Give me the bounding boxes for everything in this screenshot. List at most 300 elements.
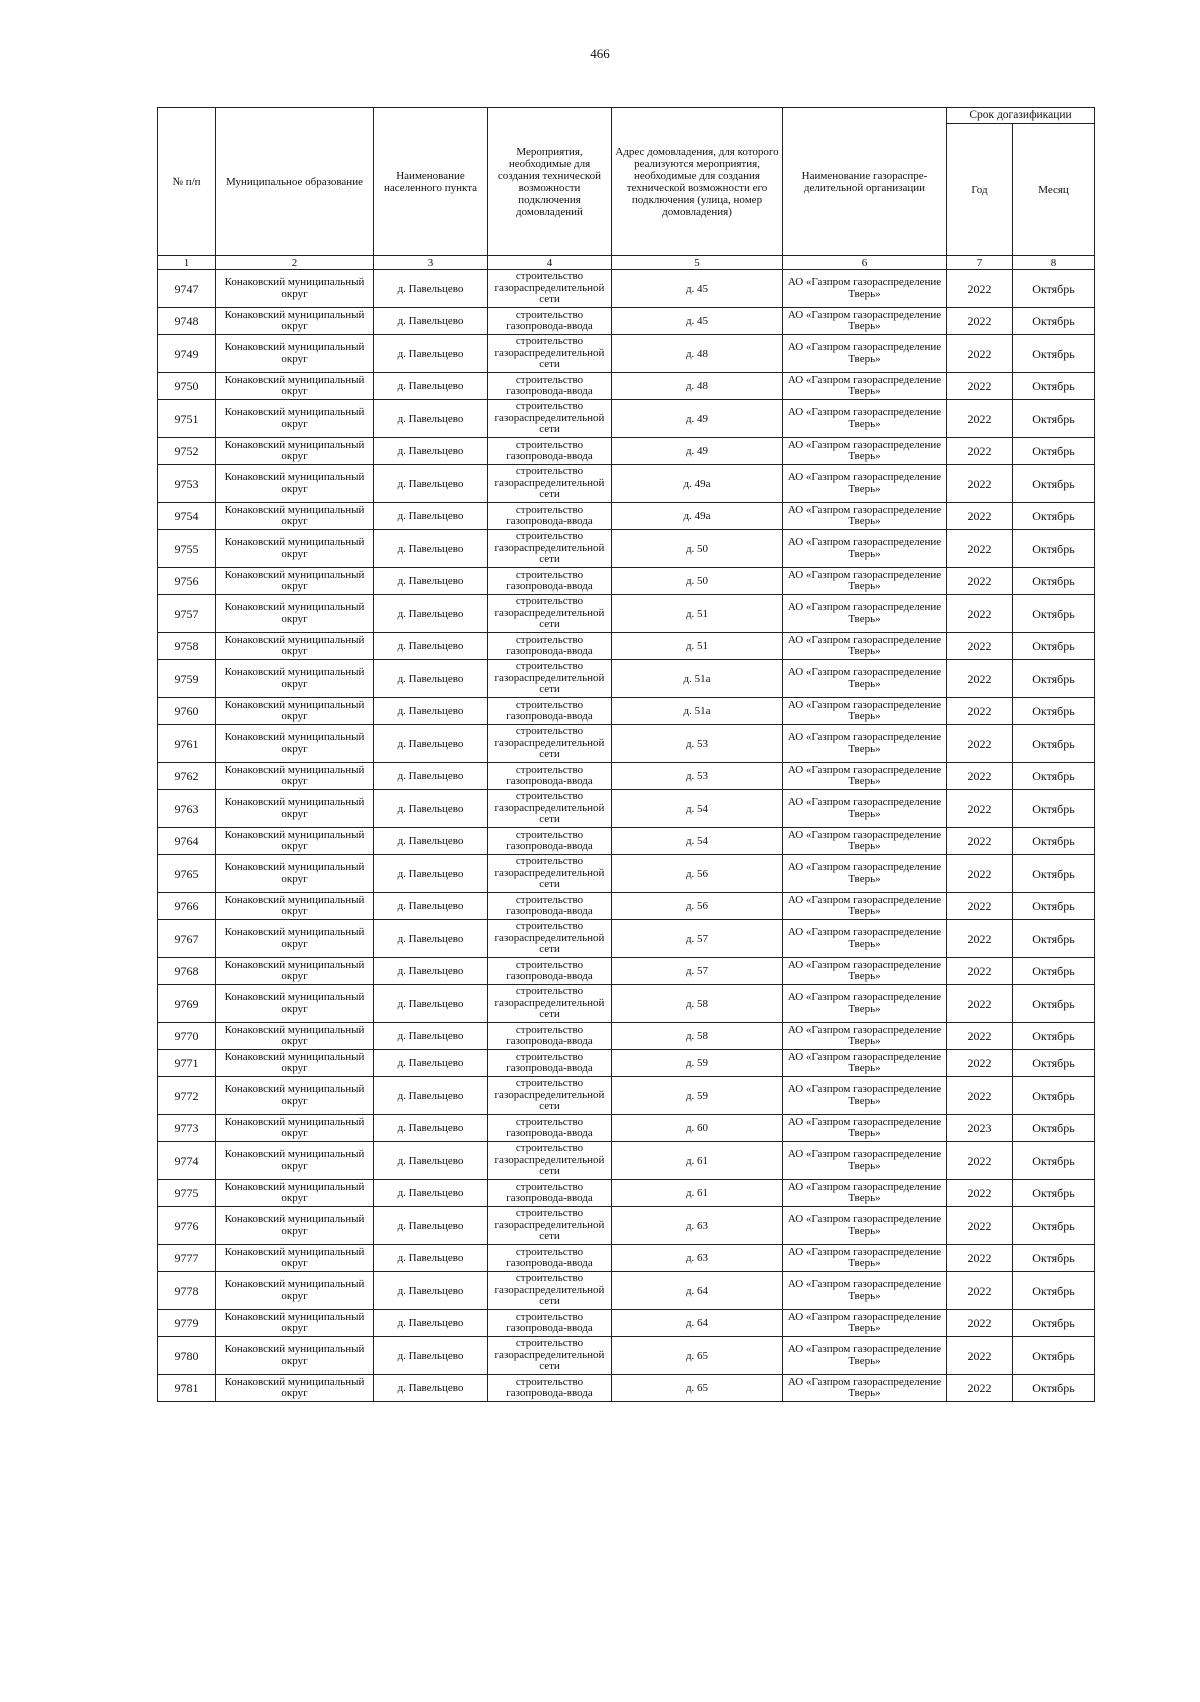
- row-municipality: Конаковский муниципальный округ: [216, 698, 374, 725]
- row-month: Октябрь: [1013, 335, 1095, 373]
- row-municipality: Конаковский муниципальный округ: [216, 270, 374, 308]
- row-settlement: д. Павельцево: [374, 633, 488, 660]
- header-activity: Мероприятия, необходимые для создания технической возможности подключения домовладений: [488, 108, 612, 256]
- row-settlement: д. Павельцево: [374, 595, 488, 633]
- row-organization: АО «Газпром газораспределение Тверь»: [783, 308, 947, 335]
- row-year: 2022: [947, 1207, 1013, 1245]
- table-header: [158, 108, 1095, 270]
- header-deadline-group: Срок догазификации: [947, 108, 1095, 124]
- row-settlement: д. Павельцево: [374, 1115, 488, 1142]
- row-month: Октябрь: [1013, 1207, 1095, 1245]
- row-settlement: д. Павельцево: [374, 1245, 488, 1272]
- header-index-8: 8: [1013, 256, 1095, 270]
- row-activity: строительство газораспределительной сети: [488, 1272, 612, 1310]
- row-activity: строительство газораспределительной сети: [488, 530, 612, 568]
- row-address: д. 49а: [612, 465, 783, 503]
- row-month: Октябрь: [1013, 763, 1095, 790]
- row-municipality: Конаковский муниципальный округ: [216, 855, 374, 893]
- gasification-table: [157, 107, 1095, 1402]
- row-municipality: Конаковский муниципальный округ: [216, 660, 374, 698]
- row-activity: строительство газопровода-ввода: [488, 1310, 612, 1337]
- row-number: 9762: [158, 763, 216, 790]
- row-address: д. 51а: [612, 660, 783, 698]
- row-number: 9761: [158, 725, 216, 763]
- row-year: 2022: [947, 503, 1013, 530]
- row-settlement: д. Павельцево: [374, 308, 488, 335]
- row-activity: строительство газопровода-ввода: [488, 1245, 612, 1272]
- row-address: д. 60: [612, 1115, 783, 1142]
- row-settlement: д. Павельцево: [374, 465, 488, 503]
- row-address: д. 64: [612, 1272, 783, 1310]
- row-activity: строительство газораспределительной сети: [488, 335, 612, 373]
- row-settlement: д. Павельцево: [374, 790, 488, 828]
- row-organization: АО «Газпром газораспределение Тверь»: [783, 1023, 947, 1050]
- row-year: 2022: [947, 985, 1013, 1023]
- row-municipality: Конаковский муниципальный округ: [216, 530, 374, 568]
- row-settlement: д. Павельцево: [374, 438, 488, 465]
- row-number: 9759: [158, 660, 216, 698]
- row-organization: АО «Газпром газораспределение Тверь»: [783, 828, 947, 855]
- row-month: Октябрь: [1013, 1310, 1095, 1337]
- row-month: Октябрь: [1013, 855, 1095, 893]
- row-year: 2022: [947, 698, 1013, 725]
- row-settlement: д. Павельцево: [374, 530, 488, 568]
- row-activity: строительство газопровода-ввода: [488, 893, 612, 920]
- header-year: Год: [947, 124, 1013, 256]
- row-organization: АО «Газпром газораспределение Тверь»: [783, 373, 947, 400]
- row-month: Октябрь: [1013, 1142, 1095, 1180]
- row-settlement: д. Павельцево: [374, 1142, 488, 1180]
- row-year: 2022: [947, 633, 1013, 660]
- table-body: [158, 270, 1095, 1402]
- row-address: д. 48: [612, 373, 783, 400]
- row-number: 9758: [158, 633, 216, 660]
- row-year: 2022: [947, 725, 1013, 763]
- row-organization: АО «Газпром газораспределение Тверь»: [783, 725, 947, 763]
- table-row: [158, 335, 1095, 373]
- row-address: д. 58: [612, 1023, 783, 1050]
- header-settlement: Наименование населенного пункта: [374, 108, 488, 256]
- row-municipality: Конаковский муниципальный округ: [216, 503, 374, 530]
- row-number: 9775: [158, 1180, 216, 1207]
- row-organization: АО «Газпром газораспределение Тверь»: [783, 400, 947, 438]
- table-row: [158, 1050, 1095, 1077]
- row-number: 9763: [158, 790, 216, 828]
- row-municipality: Конаковский муниципальный округ: [216, 400, 374, 438]
- row-year: 2022: [947, 1310, 1013, 1337]
- row-year: 2022: [947, 1023, 1013, 1050]
- row-settlement: д. Павельцево: [374, 763, 488, 790]
- header-address: Адрес домовладения, для которого реализуются мероприятия, необходимые для создания технической возможности его подключения (улица, номер домовладения): [612, 108, 783, 256]
- row-organization: АО «Газпром газораспределение Тверь»: [783, 985, 947, 1023]
- row-month: Октябрь: [1013, 725, 1095, 763]
- row-activity: строительство газопровода-ввода: [488, 1115, 612, 1142]
- row-organization: АО «Газпром газораспределение Тверь»: [783, 1142, 947, 1180]
- row-year: 2022: [947, 958, 1013, 985]
- row-settlement: д. Павельцево: [374, 893, 488, 920]
- row-settlement: д. Павельцево: [374, 855, 488, 893]
- row-month: Октябрь: [1013, 270, 1095, 308]
- row-settlement: д. Павельцево: [374, 985, 488, 1023]
- row-activity: строительство газораспределительной сети: [488, 400, 612, 438]
- row-year: 2022: [947, 465, 1013, 503]
- row-month: Октябрь: [1013, 1245, 1095, 1272]
- row-number: 9752: [158, 438, 216, 465]
- row-number: 9753: [158, 465, 216, 503]
- row-organization: АО «Газпром газораспределение Тверь»: [783, 1245, 947, 1272]
- table-row: [158, 893, 1095, 920]
- row-address: д. 61: [612, 1142, 783, 1180]
- row-year: 2022: [947, 1337, 1013, 1375]
- row-activity: строительство газораспределительной сети: [488, 1337, 612, 1375]
- row-settlement: д. Павельцево: [374, 270, 488, 308]
- row-address: д. 54: [612, 790, 783, 828]
- row-organization: АО «Газпром газораспределение Тверь»: [783, 1077, 947, 1115]
- row-number: 9780: [158, 1337, 216, 1375]
- row-activity: строительство газопровода-ввода: [488, 698, 612, 725]
- row-year: 2022: [947, 595, 1013, 633]
- row-municipality: Конаковский муниципальный округ: [216, 763, 374, 790]
- row-settlement: д. Павельцево: [374, 1272, 488, 1310]
- row-number: 9781: [158, 1375, 216, 1402]
- row-municipality: Конаковский муниципальный округ: [216, 633, 374, 660]
- table-row: [158, 1142, 1095, 1180]
- row-year: 2022: [947, 400, 1013, 438]
- row-municipality: Конаковский муниципальный округ: [216, 828, 374, 855]
- table-row: [158, 465, 1095, 503]
- row-settlement: д. Павельцево: [374, 335, 488, 373]
- row-activity: строительство газопровода-ввода: [488, 503, 612, 530]
- row-year: 2022: [947, 920, 1013, 958]
- table-row: [158, 855, 1095, 893]
- row-month: Октябрь: [1013, 373, 1095, 400]
- row-year: 2022: [947, 763, 1013, 790]
- row-number: 9754: [158, 503, 216, 530]
- row-settlement: д. Павельцево: [374, 1310, 488, 1337]
- header-month: Месяц: [1013, 124, 1095, 256]
- row-settlement: д. Павельцево: [374, 1207, 488, 1245]
- row-address: д. 56: [612, 855, 783, 893]
- row-year: 2022: [947, 335, 1013, 373]
- row-year: 2022: [947, 438, 1013, 465]
- table-row: [158, 270, 1095, 308]
- row-organization: АО «Газпром газораспределение Тверь»: [783, 893, 947, 920]
- row-address: д. 50: [612, 530, 783, 568]
- row-address: д. 64: [612, 1310, 783, 1337]
- row-address: д. 45: [612, 308, 783, 335]
- row-settlement: д. Павельцево: [374, 1050, 488, 1077]
- row-activity: строительство газораспределительной сети: [488, 985, 612, 1023]
- table-row: [158, 400, 1095, 438]
- header-num: № п/п: [158, 108, 216, 256]
- row-municipality: Конаковский муниципальный округ: [216, 1245, 374, 1272]
- row-activity: строительство газопровода-ввода: [488, 373, 612, 400]
- row-activity: строительство газопровода-ввода: [488, 308, 612, 335]
- row-settlement: д. Павельцево: [374, 1023, 488, 1050]
- row-address: д. 57: [612, 920, 783, 958]
- row-year: 2022: [947, 270, 1013, 308]
- table-row: [158, 1023, 1095, 1050]
- row-number: 9779: [158, 1310, 216, 1337]
- row-address: д. 54: [612, 828, 783, 855]
- row-activity: строительство газораспределительной сети: [488, 1142, 612, 1180]
- row-municipality: Конаковский муниципальный округ: [216, 1310, 374, 1337]
- row-settlement: д. Павельцево: [374, 503, 488, 530]
- row-number: 9770: [158, 1023, 216, 1050]
- row-year: 2022: [947, 568, 1013, 595]
- row-number: 9771: [158, 1050, 216, 1077]
- header-org: Наименование газораспре-делительной организации: [783, 108, 947, 256]
- row-year: 2022: [947, 1050, 1013, 1077]
- row-number: 9764: [158, 828, 216, 855]
- row-organization: АО «Газпром газораспределение Тверь»: [783, 568, 947, 595]
- row-number: 9778: [158, 1272, 216, 1310]
- row-activity: строительство газораспределительной сети: [488, 270, 612, 308]
- row-month: Октябрь: [1013, 958, 1095, 985]
- row-address: д. 49: [612, 400, 783, 438]
- row-month: Октябрь: [1013, 438, 1095, 465]
- row-activity: строительство газопровода-ввода: [488, 633, 612, 660]
- table-row: [158, 1115, 1095, 1142]
- table-row: [158, 1375, 1095, 1402]
- row-municipality: Конаковский муниципальный округ: [216, 1077, 374, 1115]
- table-row: [158, 763, 1095, 790]
- row-number: 9767: [158, 920, 216, 958]
- row-activity: строительство газораспределительной сети: [488, 1077, 612, 1115]
- row-number: 9757: [158, 595, 216, 633]
- row-address: д. 65: [612, 1337, 783, 1375]
- row-month: Октябрь: [1013, 893, 1095, 920]
- row-municipality: Конаковский муниципальный округ: [216, 335, 374, 373]
- row-month: Октябрь: [1013, 633, 1095, 660]
- row-address: д. 51: [612, 633, 783, 660]
- row-address: д. 59: [612, 1050, 783, 1077]
- table-row: [158, 1180, 1095, 1207]
- row-activity: строительство газопровода-ввода: [488, 1180, 612, 1207]
- row-municipality: Конаковский муниципальный округ: [216, 1337, 374, 1375]
- row-activity: строительство газопровода-ввода: [488, 828, 612, 855]
- table-row: [158, 1207, 1095, 1245]
- row-month: Октябрь: [1013, 1077, 1095, 1115]
- row-month: Октябрь: [1013, 530, 1095, 568]
- row-organization: АО «Газпром газораспределение Тверь»: [783, 1115, 947, 1142]
- row-municipality: Конаковский муниципальный округ: [216, 1050, 374, 1077]
- row-organization: АО «Газпром газораспределение Тверь»: [783, 660, 947, 698]
- row-address: д. 53: [612, 763, 783, 790]
- row-activity: строительство газораспределительной сети: [488, 790, 612, 828]
- row-organization: АО «Газпром газораспределение Тверь»: [783, 855, 947, 893]
- row-address: д. 56: [612, 893, 783, 920]
- row-number: 9755: [158, 530, 216, 568]
- row-activity: строительство газораспределительной сети: [488, 855, 612, 893]
- row-activity: строительство газопровода-ввода: [488, 1050, 612, 1077]
- row-address: д. 45: [612, 270, 783, 308]
- row-month: Октябрь: [1013, 1337, 1095, 1375]
- row-municipality: Конаковский муниципальный округ: [216, 985, 374, 1023]
- row-year: 2022: [947, 1077, 1013, 1115]
- row-number: 9765: [158, 855, 216, 893]
- row-activity: строительство газораспределительной сети: [488, 725, 612, 763]
- row-number: 9769: [158, 985, 216, 1023]
- row-address: д. 65: [612, 1375, 783, 1402]
- row-number: 9748: [158, 308, 216, 335]
- row-municipality: Конаковский муниципальный округ: [216, 1115, 374, 1142]
- row-year: 2022: [947, 893, 1013, 920]
- row-address: д. 49а: [612, 503, 783, 530]
- row-organization: АО «Газпром газораспределение Тверь»: [783, 1050, 947, 1077]
- row-month: Октябрь: [1013, 1050, 1095, 1077]
- row-settlement: д. Павельцево: [374, 1077, 488, 1115]
- row-address: д. 51: [612, 595, 783, 633]
- row-address: д. 58: [612, 985, 783, 1023]
- row-municipality: Конаковский муниципальный округ: [216, 595, 374, 633]
- row-municipality: Конаковский муниципальный округ: [216, 438, 374, 465]
- row-settlement: д. Павельцево: [374, 568, 488, 595]
- row-settlement: д. Павельцево: [374, 920, 488, 958]
- row-municipality: Конаковский муниципальный округ: [216, 568, 374, 595]
- row-address: д. 53: [612, 725, 783, 763]
- row-organization: АО «Газпром газораспределение Тверь»: [783, 270, 947, 308]
- row-address: д. 50: [612, 568, 783, 595]
- row-month: Октябрь: [1013, 1115, 1095, 1142]
- row-activity: строительство газораспределительной сети: [488, 660, 612, 698]
- row-organization: АО «Газпром газораспределение Тверь»: [783, 1375, 947, 1402]
- header-index-1: 1: [158, 256, 216, 270]
- row-activity: строительство газопровода-ввода: [488, 568, 612, 595]
- table-row: [158, 985, 1095, 1023]
- row-activity: строительство газопровода-ввода: [488, 438, 612, 465]
- row-month: Октябрь: [1013, 595, 1095, 633]
- header-municipality: Муниципальное образование: [216, 108, 374, 256]
- row-month: Октябрь: [1013, 828, 1095, 855]
- row-settlement: д. Павельцево: [374, 958, 488, 985]
- table-row: [158, 1337, 1095, 1375]
- row-address: д. 63: [612, 1245, 783, 1272]
- row-year: 2022: [947, 1142, 1013, 1180]
- row-activity: строительство газопровода-ввода: [488, 1023, 612, 1050]
- row-month: Октябрь: [1013, 1180, 1095, 1207]
- row-municipality: Конаковский муниципальный округ: [216, 958, 374, 985]
- row-settlement: д. Павельцево: [374, 373, 488, 400]
- row-municipality: Конаковский муниципальный округ: [216, 1180, 374, 1207]
- row-number: 9766: [158, 893, 216, 920]
- row-organization: АО «Газпром газораспределение Тверь»: [783, 633, 947, 660]
- row-month: Октябрь: [1013, 1272, 1095, 1310]
- table-row: [158, 438, 1095, 465]
- row-organization: АО «Газпром газораспределение Тверь»: [783, 335, 947, 373]
- row-year: 2022: [947, 1272, 1013, 1310]
- page-number: 466: [590, 46, 610, 61]
- header-index-2: 2: [216, 256, 374, 270]
- row-year: 2022: [947, 828, 1013, 855]
- row-address: д. 48: [612, 335, 783, 373]
- row-month: Октябрь: [1013, 920, 1095, 958]
- row-month: Октябрь: [1013, 790, 1095, 828]
- table-row: [158, 530, 1095, 568]
- table-row: [158, 828, 1095, 855]
- table-row: [158, 1310, 1095, 1337]
- row-number: 9756: [158, 568, 216, 595]
- row-organization: АО «Газпром газораспределение Тверь»: [783, 790, 947, 828]
- table-row: [158, 958, 1095, 985]
- row-month: Октябрь: [1013, 1023, 1095, 1050]
- row-address: д. 57: [612, 958, 783, 985]
- row-municipality: Конаковский муниципальный округ: [216, 725, 374, 763]
- row-organization: АО «Газпром газораспределение Тверь»: [783, 763, 947, 790]
- row-activity: строительство газораспределительной сети: [488, 1207, 612, 1245]
- row-year: 2022: [947, 373, 1013, 400]
- row-municipality: Конаковский муниципальный округ: [216, 920, 374, 958]
- row-municipality: Конаковский муниципальный округ: [216, 1142, 374, 1180]
- row-month: Октябрь: [1013, 985, 1095, 1023]
- header-index-7: 7: [947, 256, 1013, 270]
- row-organization: АО «Газпром газораспределение Тверь»: [783, 1337, 947, 1375]
- row-activity: строительство газораспределительной сети: [488, 920, 612, 958]
- table-row: [158, 373, 1095, 400]
- table-row: [158, 633, 1095, 660]
- row-month: Октябрь: [1013, 465, 1095, 503]
- table-row: [158, 790, 1095, 828]
- row-month: Октябрь: [1013, 698, 1095, 725]
- row-month: Октябрь: [1013, 400, 1095, 438]
- row-address: д. 51а: [612, 698, 783, 725]
- table-row: [158, 698, 1095, 725]
- header-index-6: 6: [783, 256, 947, 270]
- header-index-5: 5: [612, 256, 783, 270]
- row-year: 2022: [947, 855, 1013, 893]
- row-month: Октябрь: [1013, 503, 1095, 530]
- row-municipality: Конаковский муниципальный округ: [216, 308, 374, 335]
- header-index-3: 3: [374, 256, 488, 270]
- row-settlement: д. Павельцево: [374, 698, 488, 725]
- row-municipality: Конаковский муниципальный округ: [216, 1272, 374, 1310]
- row-number: 9751: [158, 400, 216, 438]
- row-year: 2022: [947, 1375, 1013, 1402]
- row-number: 9747: [158, 270, 216, 308]
- table-row: [158, 1245, 1095, 1272]
- row-number: 9768: [158, 958, 216, 985]
- row-organization: АО «Газпром газораспределение Тверь»: [783, 438, 947, 465]
- table-row: [158, 725, 1095, 763]
- row-organization: АО «Газпром газораспределение Тверь»: [783, 920, 947, 958]
- row-number: 9760: [158, 698, 216, 725]
- table-row: [158, 503, 1095, 530]
- table-row: [158, 1077, 1095, 1115]
- row-organization: АО «Газпром газораспределение Тверь»: [783, 465, 947, 503]
- row-settlement: д. Павельцево: [374, 1180, 488, 1207]
- row-municipality: Конаковский муниципальный округ: [216, 373, 374, 400]
- row-number: 9776: [158, 1207, 216, 1245]
- row-activity: строительство газопровода-ввода: [488, 958, 612, 985]
- row-activity: строительство газопровода-ввода: [488, 763, 612, 790]
- row-settlement: д. Павельцево: [374, 1375, 488, 1402]
- row-organization: АО «Газпром газораспределение Тверь»: [783, 530, 947, 568]
- table-row: [158, 1272, 1095, 1310]
- table-row: [158, 920, 1095, 958]
- row-month: Октябрь: [1013, 308, 1095, 335]
- row-month: Октябрь: [1013, 568, 1095, 595]
- row-municipality: Конаковский муниципальный округ: [216, 893, 374, 920]
- row-municipality: Конаковский муниципальный округ: [216, 1207, 374, 1245]
- row-year: 2022: [947, 790, 1013, 828]
- row-settlement: д. Павельцево: [374, 660, 488, 698]
- header-index-4: 4: [488, 256, 612, 270]
- row-year: 2022: [947, 308, 1013, 335]
- row-settlement: д. Павельцево: [374, 1337, 488, 1375]
- row-municipality: Конаковский муниципальный округ: [216, 790, 374, 828]
- row-organization: АО «Газпром газораспределение Тверь»: [783, 595, 947, 633]
- row-organization: АО «Газпром газораспределение Тверь»: [783, 1272, 947, 1310]
